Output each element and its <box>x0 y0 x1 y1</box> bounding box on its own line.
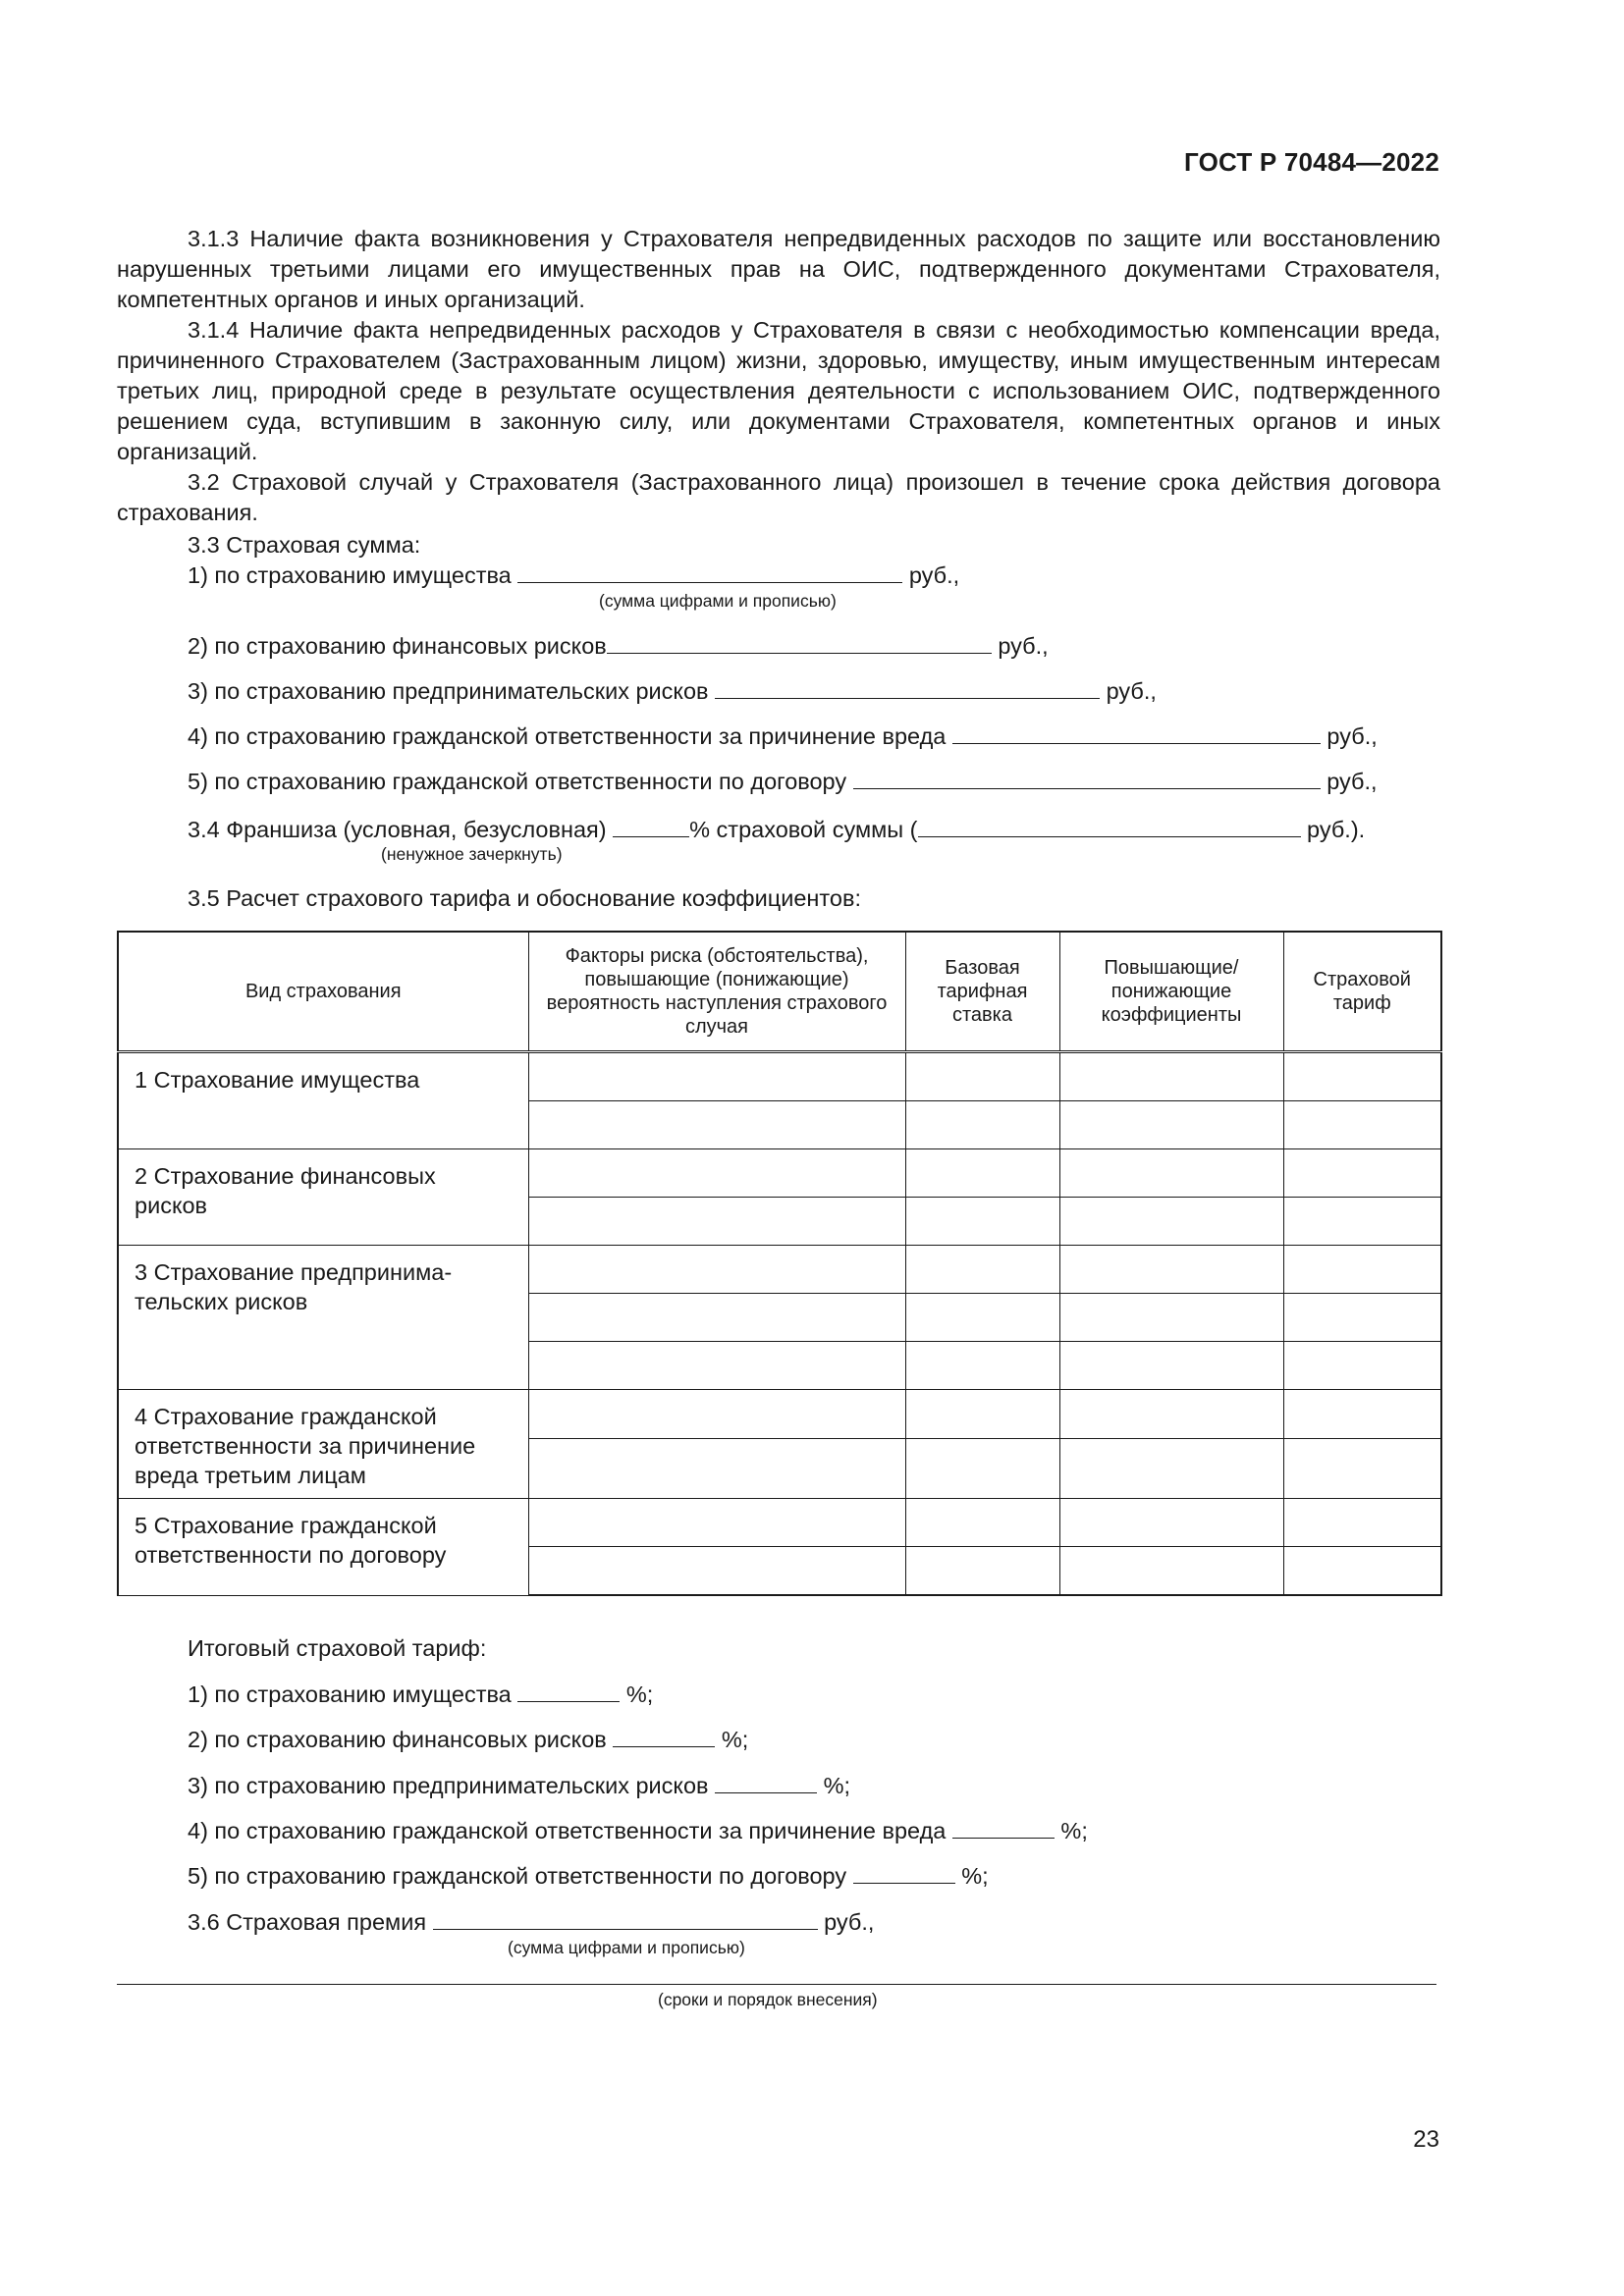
sum-amount-caption: (сумма цифрами и прописью) <box>599 591 837 611</box>
tariff-cell[interactable] <box>1283 1547 1441 1596</box>
coefficients-cell[interactable] <box>1059 1294 1283 1342</box>
premium-label: 3.6 Страховая премия <box>188 1909 427 1935</box>
final-tariff-title: Итоговый страховой тариф: <box>188 1635 487 1661</box>
final-item-label: 5) по страхованию гражданской ответственности по договору <box>188 1863 847 1889</box>
risk-factors-cell[interactable] <box>528 1390 905 1439</box>
premium-amount-caption: (сумма цифрами и прописью) <box>508 1938 745 1957</box>
risk-factors-cell[interactable] <box>528 1342 905 1390</box>
tariff-calc-title: 3.5 Расчет страхового тарифа и обоснование коэффициентов: <box>188 885 861 911</box>
final-item-label: 4) по страхованию гражданской ответственности за причинение вреда <box>188 1818 947 1843</box>
premium-line <box>188 1907 874 1937</box>
tariff-cell[interactable] <box>1283 1149 1441 1198</box>
sum-item-liability-contract <box>188 767 1378 796</box>
table-row <box>118 1246 1441 1294</box>
sum-business-field[interactable] <box>715 676 1100 699</box>
document-code: ГОСТ Р 70484—2022 <box>1184 147 1439 177</box>
tariff-cell[interactable] <box>1283 1198 1441 1246</box>
sum-item-suffix: руб., <box>1326 723 1378 749</box>
column-header: Страховой тариф <box>1283 932 1441 1052</box>
coefficients-cell[interactable] <box>1059 1149 1283 1198</box>
sum-liability-harm-field[interactable] <box>952 721 1321 744</box>
coefficients-cell[interactable] <box>1059 1390 1283 1439</box>
sum-item-suffix: руб., <box>1106 678 1157 704</box>
sum-item-suffix: руб., <box>998 633 1049 659</box>
table-row <box>118 1052 1441 1101</box>
coefficients-cell[interactable] <box>1059 1547 1283 1596</box>
final-item-suffix: %; <box>961 1863 989 1889</box>
risk-factors-cell[interactable] <box>528 1101 905 1149</box>
tariff-cell[interactable] <box>1283 1499 1441 1547</box>
table-row <box>118 1149 1441 1198</box>
franchise-line <box>188 815 1365 844</box>
sum-item-label: 2) по страхованию финансовых рисков <box>188 633 607 659</box>
base-rate-cell[interactable] <box>905 1198 1059 1246</box>
coefficients-cell[interactable] <box>1059 1052 1283 1101</box>
coefficients-cell[interactable] <box>1059 1101 1283 1149</box>
tariff-cell[interactable] <box>1283 1390 1441 1439</box>
final-item-label: 1) по страхованию имущества <box>188 1682 512 1707</box>
column-header: Факторы риска (обстоятельства), повышающие (понижающие) вероятность наступления страхового случая <box>528 932 905 1052</box>
risk-factors-cell[interactable] <box>528 1198 905 1246</box>
base-rate-cell[interactable] <box>905 1342 1059 1390</box>
coefficients-cell[interactable] <box>1059 1246 1283 1294</box>
coefficients-cell[interactable] <box>1059 1499 1283 1547</box>
column-header: Вид страхования <box>118 932 528 1052</box>
paragraph-3-2: 3.2 Страховой случай у Страхователя (Застрахованного лица) произошел в течение срока действия договора страхования. <box>117 469 1440 525</box>
final-property-field[interactable] <box>517 1680 620 1702</box>
insurance-kind-cell: 2 Страхование финансовых рисков <box>118 1149 528 1246</box>
base-rate-cell[interactable] <box>905 1149 1059 1198</box>
risk-factors-cell[interactable] <box>528 1547 905 1596</box>
tariff-cell[interactable] <box>1283 1246 1441 1294</box>
base-rate-cell[interactable] <box>905 1294 1059 1342</box>
premium-terms-field[interactable] <box>117 1984 1436 1985</box>
sum-item-suffix: руб., <box>908 562 960 588</box>
insurance-kind-cell: 3 Страхование предпринима-тельских рисков <box>118 1246 528 1390</box>
sum-item-suffix: руб., <box>1326 769 1378 794</box>
tariff-cell[interactable] <box>1283 1294 1441 1342</box>
final-liability-harm-field[interactable] <box>952 1816 1055 1839</box>
final-item-liability-contract <box>188 1861 989 1891</box>
final-liability-contract-field[interactable] <box>853 1861 955 1884</box>
column-header: Повышающие/ понижающие коэффициенты <box>1059 932 1283 1052</box>
final-item-label: 2) по страхованию финансовых рисков <box>188 1727 607 1752</box>
sum-item-property <box>188 561 959 590</box>
insurance-kind-cell: 5 Страхование гражданской ответственности по договору <box>118 1499 528 1596</box>
final-item-label: 3) по страхованию предпринимательских рисков <box>188 1773 709 1798</box>
final-item-property <box>188 1680 653 1709</box>
risk-factors-cell[interactable] <box>528 1149 905 1198</box>
sum-item-financial <box>188 631 1049 661</box>
paragraph-3-1-4: 3.1.4 Наличие факта непредвиденных расходов у Страхователя в связи с необходимостью компенсации вреда, причиненного Страхователем (Застрахованным лицом) жизни, здоровью, имуществу, иным имущественным интересам третьих лиц, природной среде в результате осуществления деятельности с использованием ОИС, подтвержденного решением суда, вступившим в законную силу, или документами Страхователя, компетентных органов и иных организаций. <box>117 317 1440 464</box>
final-item-liability-harm <box>188 1816 1088 1845</box>
risk-factors-cell[interactable] <box>528 1439 905 1499</box>
sum-item-label: 1) по страхованию имущества <box>188 562 512 588</box>
final-item-suffix: %; <box>823 1773 851 1798</box>
tariff-cell[interactable] <box>1283 1342 1441 1390</box>
table-row <box>118 1390 1441 1439</box>
base-rate-cell[interactable] <box>905 1499 1059 1547</box>
sum-financial-field[interactable] <box>607 631 992 654</box>
tariff-calculation-table <box>117 931 1442 1596</box>
sum-item-label: 4) по страхованию гражданской ответственности за причинение вреда <box>188 723 947 749</box>
franchise-suffix: руб.). <box>1307 817 1366 842</box>
final-item-suffix: %; <box>1060 1818 1088 1843</box>
risk-factors-cell[interactable] <box>528 1294 905 1342</box>
franchise-caption: (ненужное зачеркнуть) <box>381 844 563 864</box>
final-item-financial <box>188 1725 748 1754</box>
final-financial-field[interactable] <box>613 1725 715 1747</box>
franchise-label: 3.4 Франшиза (условная, безусловная) <box>188 817 607 842</box>
body-paragraphs <box>117 224 1440 528</box>
tariff-cell[interactable] <box>1283 1052 1441 1101</box>
sum-property-field[interactable] <box>517 561 902 583</box>
table-header-row <box>118 932 1441 1052</box>
coefficients-cell[interactable] <box>1059 1198 1283 1246</box>
sum-liability-contract-field[interactable] <box>853 767 1321 789</box>
table-row <box>118 1499 1441 1547</box>
sum-item-liability-harm <box>188 721 1378 751</box>
premium-amount-field[interactable] <box>433 1907 818 1930</box>
final-item-suffix: %; <box>625 1682 654 1707</box>
coefficients-cell[interactable] <box>1059 1342 1283 1390</box>
base-rate-cell[interactable] <box>905 1052 1059 1101</box>
risk-factors-cell[interactable] <box>528 1052 905 1101</box>
paragraph-3-1-3: 3.1.3 Наличие факта возникновения у Страхователя непредвиденных расходов по защите или восстановлению нарушенных третьими лицами его имущественных прав на ОИС, подтвержденного документами Страхователя, компетентных органов и иных организаций. <box>117 226 1440 312</box>
final-business-field[interactable] <box>715 1771 817 1793</box>
final-item-suffix: %; <box>721 1727 749 1752</box>
base-rate-cell[interactable] <box>905 1390 1059 1439</box>
risk-factors-cell[interactable] <box>528 1246 905 1294</box>
franchise-middle: % страховой суммы ( <box>689 817 918 842</box>
sum-section-title: 3.3 Страховая сумма: <box>188 532 421 558</box>
tariff-cell[interactable] <box>1283 1101 1441 1149</box>
base-rate-cell[interactable] <box>905 1439 1059 1499</box>
sum-item-business <box>188 676 1157 706</box>
premium-terms-caption: (сроки и порядок внесения) <box>658 1990 878 2009</box>
page-number: 23 <box>1413 2126 1439 2153</box>
sum-item-label: 3) по страхованию предпринимательских рисков <box>188 678 709 704</box>
coefficients-cell[interactable] <box>1059 1439 1283 1499</box>
final-item-business <box>188 1771 850 1800</box>
base-rate-cell[interactable] <box>905 1101 1059 1149</box>
franchise-percent-field[interactable] <box>613 815 689 837</box>
insurance-kind-cell: 1 Страхование имущества <box>118 1052 528 1149</box>
premium-suffix: руб., <box>824 1909 875 1935</box>
tariff-cell[interactable] <box>1283 1439 1441 1499</box>
base-rate-cell[interactable] <box>905 1547 1059 1596</box>
insurance-kind-cell: 4 Страхование гражданской ответственности за причинение вреда третьим лицам <box>118 1390 528 1499</box>
sum-item-label: 5) по страхованию гражданской ответственности по договору <box>188 769 847 794</box>
column-header: Базовая тарифная ставка <box>905 932 1059 1052</box>
franchise-amount-field[interactable] <box>918 815 1301 837</box>
risk-factors-cell[interactable] <box>528 1499 905 1547</box>
base-rate-cell[interactable] <box>905 1246 1059 1294</box>
